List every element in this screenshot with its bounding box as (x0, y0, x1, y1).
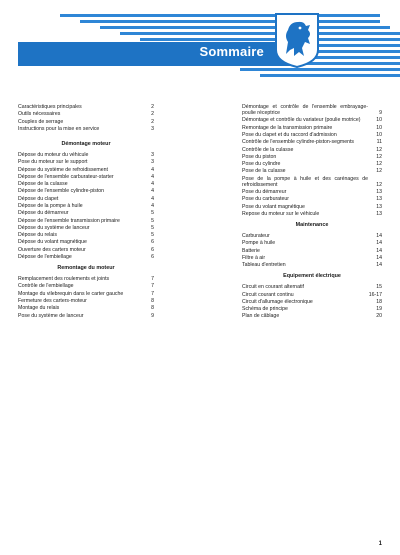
toc-entry-label: Batterie (242, 247, 260, 254)
toc-entry[interactable] (242, 204, 382, 210)
toc-entry-page: 14 (376, 254, 382, 261)
toc-entry-label: Filtre à air (242, 254, 266, 261)
toc-left-column (18, 104, 154, 320)
toc-entry-page: 10 (376, 124, 382, 131)
toc-entry-label: Dépose de l'ensemble cylindre-piston (18, 188, 105, 195)
toc-entry-page: 12 (376, 153, 382, 160)
toc-entry-page: 3 (151, 152, 154, 159)
toc-entry[interactable] (242, 104, 382, 116)
toc-entry-page: 13 (376, 189, 382, 195)
toc-entry-label: Montage du relais (18, 305, 60, 312)
toc-entry-page: 15 (376, 284, 382, 291)
toc-entry-label: Schéma de principe (242, 306, 288, 313)
toc-entry[interactable] (18, 254, 154, 260)
toc-entry-page: 4 (151, 195, 154, 202)
toc-entry-label: Pose du démarreur (242, 189, 287, 195)
toc-entry-page: 12 (376, 181, 382, 188)
section-heading-maintenance: Maintenance (295, 221, 329, 228)
toc-entry-page: 13 (376, 196, 382, 203)
toc-entry-page: 7 (151, 276, 154, 283)
toc-entry-label: Repose du moteur sur le véhicule (242, 210, 320, 217)
toc-entry[interactable] (242, 176, 382, 188)
toc-entry-label: Dépose de l'embiellage (18, 253, 72, 260)
toc-entry[interactable] (242, 306, 382, 312)
toc-entry-label: Dépose du système de refroidissement (18, 166, 108, 173)
toc-section-remontage-continued (242, 104, 382, 217)
toc-entry-label: Démontage et contrôle de l'ensemble embrayage-poulie réceptrice (242, 104, 368, 117)
section-heading-demontage: Démontage moteur (61, 140, 111, 147)
toc-entry[interactable] (242, 196, 382, 202)
toc-entry-page: 14 (376, 247, 382, 254)
toc-entry[interactable] (18, 232, 154, 238)
toc-entry-label: Dépose de l'ensemble carburateur-starter (18, 173, 114, 180)
toc-entry-label: Dépose du démarreur (18, 210, 69, 217)
toc-entry-label: Circuit d'allumage électronique (242, 298, 313, 305)
toc-entry[interactable] (242, 139, 382, 145)
toc-section-equipement (242, 284, 382, 319)
toc-entry[interactable] (242, 248, 382, 254)
toc-entry-label: Ouverture des carters moteur (18, 246, 86, 253)
toc-entry[interactable] (18, 218, 154, 224)
toc-entry[interactable] (18, 104, 154, 110)
toc-entry-label: Circuit en courant alternatif (242, 284, 304, 291)
toc-entry-label: Fermeture des carters-moteur (18, 298, 87, 304)
page-title: Sommaire (199, 44, 264, 59)
toc-entry[interactable] (242, 211, 382, 217)
toc-entry-page: 5 (151, 210, 154, 217)
toc-entry-label: Circuit courant continu (242, 291, 294, 298)
toc-entry-page: 8 (151, 298, 154, 304)
section-heading-remontage: Remontage du moteur (57, 265, 115, 272)
toc-entry-label: Pose du cylindre (242, 161, 281, 168)
toc-entry-label: Dépose du volant magnétique (18, 239, 87, 246)
toc-entry-page: 7 (151, 290, 154, 297)
toc-entry-page: 18 (376, 298, 382, 305)
toc-entry-page: 13 (376, 210, 382, 217)
toc-entry[interactable] (242, 262, 382, 268)
toc-entry-page: 2 (151, 104, 154, 110)
toc-entry[interactable] (18, 283, 154, 289)
toc-right-column (242, 104, 382, 321)
section-heading-equipement: Equipement électrique (283, 273, 341, 280)
toc-entry[interactable] (242, 161, 382, 167)
toc-entry-label: Remontage de la transmission primaire (242, 124, 333, 131)
toc-entry-label: Contrôle de la culasse (242, 146, 294, 153)
toc-entry-label: Montage du vilebrequin dans le carter gauche (18, 290, 124, 297)
toc-entry[interactable] (18, 298, 154, 304)
toc-entry-label: Caractéristiques principales (18, 104, 82, 110)
toc-entry-label: Outils nécessaires (18, 111, 61, 118)
toc-entry-page: 16-17 (368, 291, 382, 298)
title-banner (18, 42, 290, 66)
toc-entry-label: Pose du système de lanceur (18, 312, 84, 319)
toc-entry-page: 20 (376, 313, 382, 320)
toc-entry-label: Plan de câblage (242, 313, 280, 320)
toc-entry-page: 6 (151, 246, 154, 253)
toc-entry[interactable] (242, 125, 382, 131)
toc-entry-label: Dépose du relais (18, 232, 57, 239)
toc-entry-label: Dépose de la pompe à huile (18, 203, 83, 209)
toc-intro (18, 104, 154, 132)
toc-entry[interactable] (18, 167, 154, 173)
toc-entry-label: Pose du volant magnétique (242, 203, 305, 210)
toc-entry-label: Couples de serrage (18, 118, 64, 125)
toc-entry-label: Dépose de l'ensemble transmission primaire (18, 217, 120, 224)
toc-entry[interactable] (18, 188, 154, 194)
toc-entry-page: 2 (151, 118, 154, 125)
toc-entry[interactable] (18, 196, 154, 202)
toc-entry-label: Pose du piston (242, 153, 277, 160)
toc-entry-page: 10 (376, 131, 382, 138)
toc-entry[interactable] (242, 154, 382, 160)
toc-entry[interactable] (18, 152, 154, 158)
toc-entry[interactable] (18, 210, 154, 216)
toc-entry-label: Dépose de la culasse (18, 181, 68, 188)
toc-section-remontage (18, 276, 154, 319)
toc-entry[interactable] (18, 111, 154, 117)
toc-entry-page: 10 (376, 117, 382, 124)
toc-entry[interactable] (18, 174, 154, 180)
toc-entry[interactable] (18, 203, 154, 209)
toc-entry[interactable] (18, 181, 154, 187)
toc-entry[interactable] (18, 276, 154, 282)
peugeot-lion-logo-icon (272, 12, 322, 68)
toc-entry-page: 4 (151, 166, 154, 173)
toc-entry-page: 3 (151, 159, 154, 166)
toc-entry-page: 9 (379, 110, 382, 117)
toc-entry-page: 2 (151, 111, 154, 118)
toc-entry-page: 6 (151, 253, 154, 260)
toc-entry-page: 8 (151, 305, 154, 312)
toc-entry-page: 19 (376, 306, 382, 313)
toc-entry[interactable] (18, 291, 154, 297)
toc-entry-page: 4 (151, 173, 154, 180)
toc-entry-page: 14 (376, 233, 382, 240)
toc-entry-page: 3 (151, 125, 154, 132)
toc-entry-page: 12 (376, 168, 382, 175)
toc-entry-label: Pompe à huile (242, 240, 276, 247)
toc-entry[interactable] (242, 299, 382, 305)
toc-entry-page: 4 (151, 188, 154, 195)
toc-entry-label: Instructions pour la mise en service (18, 125, 100, 132)
toc-entry-label: Tableau d'entretien (242, 262, 286, 269)
toc-entry-label: Pose du moteur sur le support (18, 159, 88, 166)
toc-entry-page: 6 (151, 239, 154, 246)
toc-entry[interactable] (18, 126, 154, 132)
toc-entry[interactable] (242, 117, 382, 123)
toc-entry[interactable] (242, 233, 382, 239)
toc-entry-page: 12 (376, 161, 382, 168)
toc-entry-page: 5 (151, 232, 154, 239)
toc-entry-page: 5 (151, 217, 154, 224)
toc-entry[interactable] (18, 225, 154, 231)
toc-entry-label: Contrôle de l'ensemble cylindre-piston-segments (242, 139, 354, 146)
toc-entry-label: Remplacement des roulements et joints (18, 276, 110, 283)
toc-entry-label: Démontage et contrôle du variateur (poulie motrice) (242, 117, 361, 124)
toc-entry-label: Carburateur (242, 233, 270, 240)
toc-entry[interactable] (18, 305, 154, 311)
toc-entry-label: Pose de la culasse (242, 168, 286, 175)
toc-entry-page: 4 (151, 203, 154, 209)
toc-entry-label: Contrôle de l'embiellage (18, 283, 74, 290)
toc-entry[interactable] (242, 147, 382, 153)
toc-entry-label: Dépose du système de lanceur (18, 224, 90, 231)
toc-entry-label: Dépose du moteur du véhicule (18, 152, 89, 159)
toc-entry-label: Pose de la pompe à huile et des carénages de refroidissement (242, 175, 368, 188)
toc-entry-page: 13 (376, 203, 382, 210)
toc-entry[interactable] (18, 239, 154, 245)
toc-entry[interactable] (242, 240, 382, 246)
toc-entry[interactable] (242, 313, 382, 319)
toc-entry[interactable] (242, 189, 382, 195)
toc-entry[interactable] (18, 247, 154, 253)
toc-entry-page: 14 (376, 262, 382, 269)
page-number: 1 (378, 541, 382, 547)
toc-entry-label: Pose du clapet et du raccord d'admission (242, 131, 337, 138)
toc-entry[interactable] (242, 284, 382, 290)
toc-entry-label: Dépose du clapet (18, 195, 59, 202)
toc-entry-page: 5 (151, 224, 154, 231)
toc-section-demontage (18, 152, 154, 260)
toc-entry-page: 11 (376, 139, 382, 146)
toc-entry-page: 9 (151, 312, 154, 319)
toc-entry-page: 12 (376, 146, 382, 153)
toc-entry[interactable] (242, 255, 382, 261)
toc-entry[interactable] (242, 168, 382, 174)
toc-entry-label: Pose du carburateur (242, 196, 290, 203)
toc-entry-page: 4 (151, 181, 154, 188)
toc-section-maintenance (242, 233, 382, 268)
toc-entry[interactable] (242, 292, 382, 298)
toc-entry[interactable] (18, 159, 154, 165)
toc-entry[interactable] (242, 132, 382, 138)
toc-entry-page: 14 (376, 240, 382, 247)
toc-entry[interactable] (18, 119, 154, 125)
toc-entry[interactable] (18, 313, 154, 319)
toc-entry-page: 7 (151, 283, 154, 290)
